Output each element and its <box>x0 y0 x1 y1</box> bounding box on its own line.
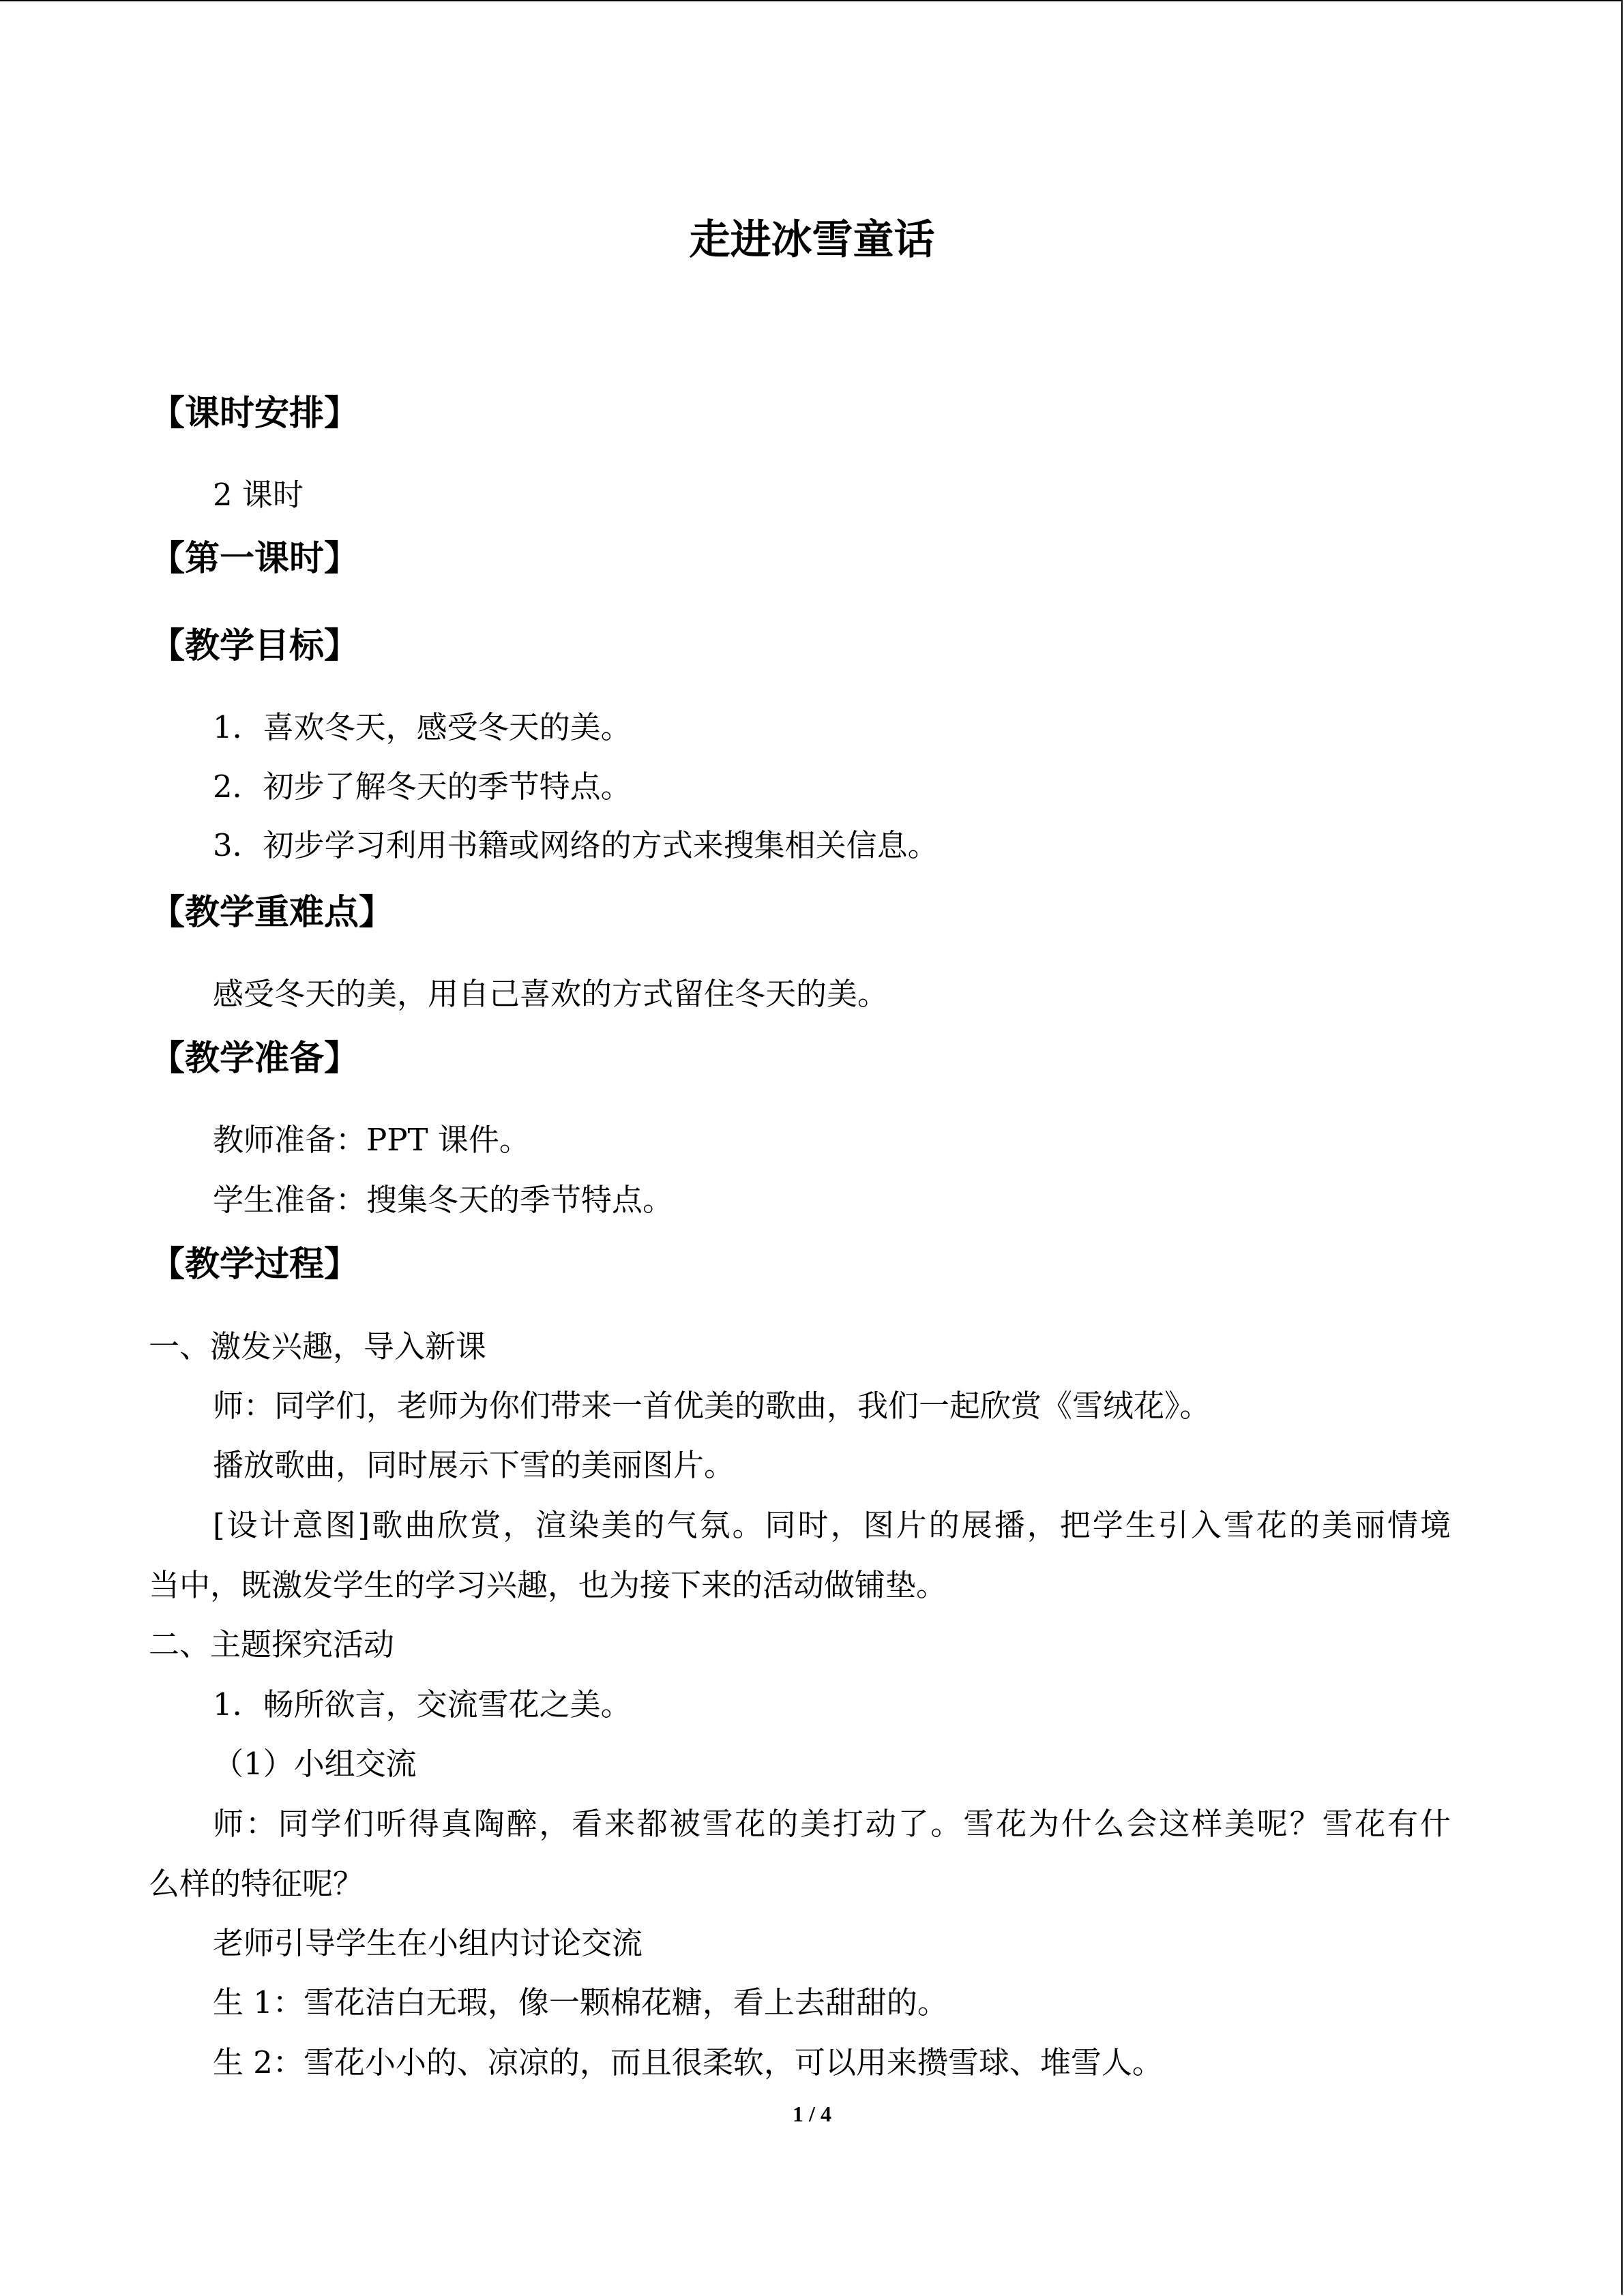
process-part2-title: 二、主题探究活动 <box>149 1626 395 1663</box>
process-paragraph: 生 1：雪花洁白无瑕，像一颗棉花糖，看上去甜甜的。 <box>213 1984 948 2021</box>
prep-heading: 【教学准备】 <box>150 1039 359 1079</box>
process-paragraph: 当中，既激发学生的学习兴趣，也为接下来的活动做铺垫。 <box>149 1567 947 1603</box>
keypoints-heading: 【教学重难点】 <box>150 893 394 933</box>
process-subheading: 1．畅所欲言，交流雪花之美。 <box>213 1686 632 1723</box>
lesson1-heading: 【第一课时】 <box>150 539 359 579</box>
process-paragraph: 播放歌曲，同时展示下雪的美丽图片。 <box>213 1447 735 1483</box>
page-number: 1 / 4 <box>793 2102 831 2126</box>
process-subheading: （1）小组交流 <box>213 1746 417 1782</box>
prep-student: 学生准备：搜集冬天的季节特点。 <box>213 1182 674 1218</box>
prep-teacher: 教师准备：PPT 课件。 <box>213 1122 530 1158</box>
process-part1-title: 一、激发兴趣，导入新课 <box>149 1328 487 1365</box>
schedule-text: 2 课时 <box>213 477 304 513</box>
keypoints-text: 感受冬天的美，用自己喜欢的方式留住冬天的美。 <box>213 976 889 1012</box>
process-paragraph: 师：同学们，老师为你们带来一首优美的歌曲，我们一起欣赏《雪绒花》。 <box>213 1388 1211 1424</box>
document-title: 走进冰雪童话 <box>689 216 935 264</box>
goal-item: 3．初步学习利用书籍或网络的方式来搜集相关信息。 <box>213 827 939 863</box>
process-paragraph: 老师引导学生在小组内讨论交流 <box>213 1925 643 1961</box>
process-paragraph: 么样的特征呢？ <box>149 1866 364 1902</box>
process-paragraph: [设计意图]歌曲欣赏，渲染美的气氛。同时，图片的展播，把学生引入雪花的美丽情境 <box>213 1507 1451 1543</box>
schedule-heading: 【课时安排】 <box>150 393 359 434</box>
goals-heading: 【教学目标】 <box>150 626 359 666</box>
goal-item: 1．喜欢冬天，感受冬天的美。 <box>213 709 632 745</box>
goal-item: 2．初步了解冬天的季节特点。 <box>213 769 632 805</box>
process-heading: 【教学过程】 <box>150 1244 359 1285</box>
process-paragraph: 生 2：雪花小小的、凉凉的，而且很柔软，可以用来攒雪球、堆雪人。 <box>213 2044 1163 2081</box>
process-paragraph: 师：同学们听得真陶醉，看来都被雪花的美打动了。雪花为什么会这样美呢？雪花有什 <box>213 1806 1451 1842</box>
